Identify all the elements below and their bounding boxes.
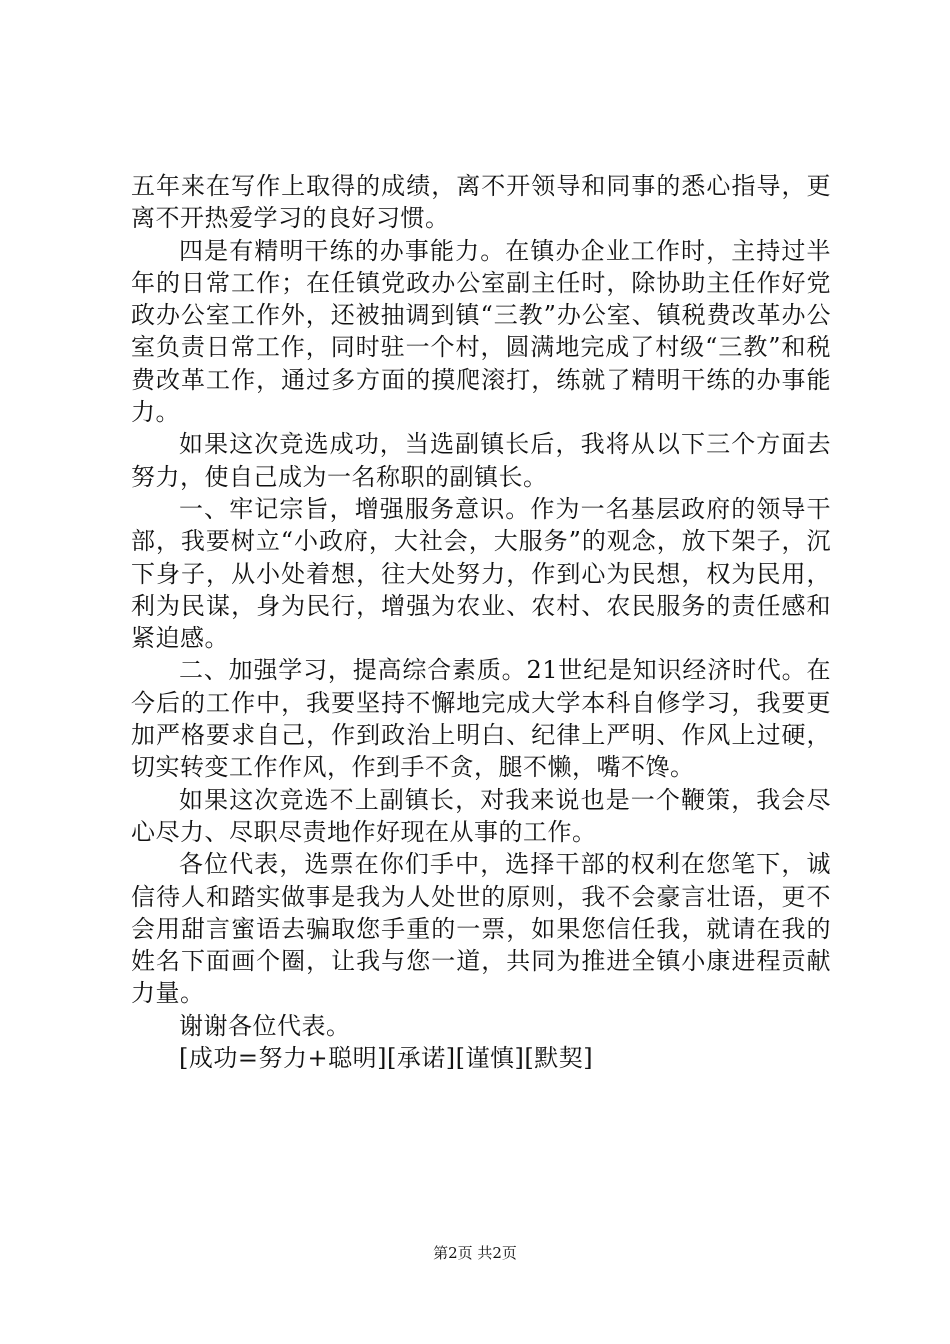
page-footer: 第2页 共2页 xyxy=(433,1244,517,1262)
paragraph-if-elected: 如果这次竞选成功，当选副镇长后，我将从以下三个方面去努力，使自己成为一名称职的副镇长。 xyxy=(131,430,831,491)
paragraph-continuation: 五年来在写作上取得的成绩，离不开领导和同事的悉心指导，更离不开热爱学习的良好习惯。 xyxy=(131,172,831,233)
paragraph-ability: 四是有精明干练的办事能力。在镇办企业工作时，主持过半年的日常工作；在任镇党政办公室副主任时，除协助主任作好党政办公室工作外，还被抽调到镇“三教”办公室、镇税费改革办公室负责日常工作，同时驻一个村，圆满地完成了村级“三教”和税费改革工作，通过多方面的摸爬滚打，练就了精明干练的办事能力。 xyxy=(131,236,831,427)
paragraph-thanks: 谢谢各位代表。 xyxy=(179,1011,351,1040)
paragraph-point-one: 一、牢记宗旨，增强服务意识。作为一名基层政府的领导干部，我要树立“小政府，大社会，大服务”的观念，放下架子，沉下身子，从小处着想，往大处努力，作到心为民想，权为民用，利为民谋，身为民行，增强为农业、农村、农民服务的责任感和紧迫感。 xyxy=(131,494,831,653)
paragraph-if-not-elected: 如果这次竞选不上副镇长，对我来说也是一个鞭策，我会尽心尽力、尽职尽责地作好现在从事的工作。 xyxy=(131,785,831,846)
paragraph-appeal: 各位代表，选票在你们手中，选择干部的权利在您笔下，诚信待人和踏实做事是我为人处世的原则，我不会豪言壮语，更不会用甜言蜜语去骗取您手重的一票，如果您信任我，就请在我的姓名下面画个圈，让我与您一道，共同为推进全镇小康进程贡献力量。 xyxy=(131,850,831,1008)
paragraph-point-two: 二、加强学习，提高综合素质。21世纪是知识经济时代。在今后的工作中，我要坚持不懈地完成大学本科自修学习，我要更加严格要求自己，作到政治上明白、纪律上严明、作风上过硬，切实转变工作作风，作到手不贪，腿不懒，嘴不馋。 xyxy=(131,656,831,782)
document-body xyxy=(131,170,831,1074)
paragraph-tags: [成功=努力+聪明][承诺][谨慎][默契] xyxy=(179,1044,594,1073)
